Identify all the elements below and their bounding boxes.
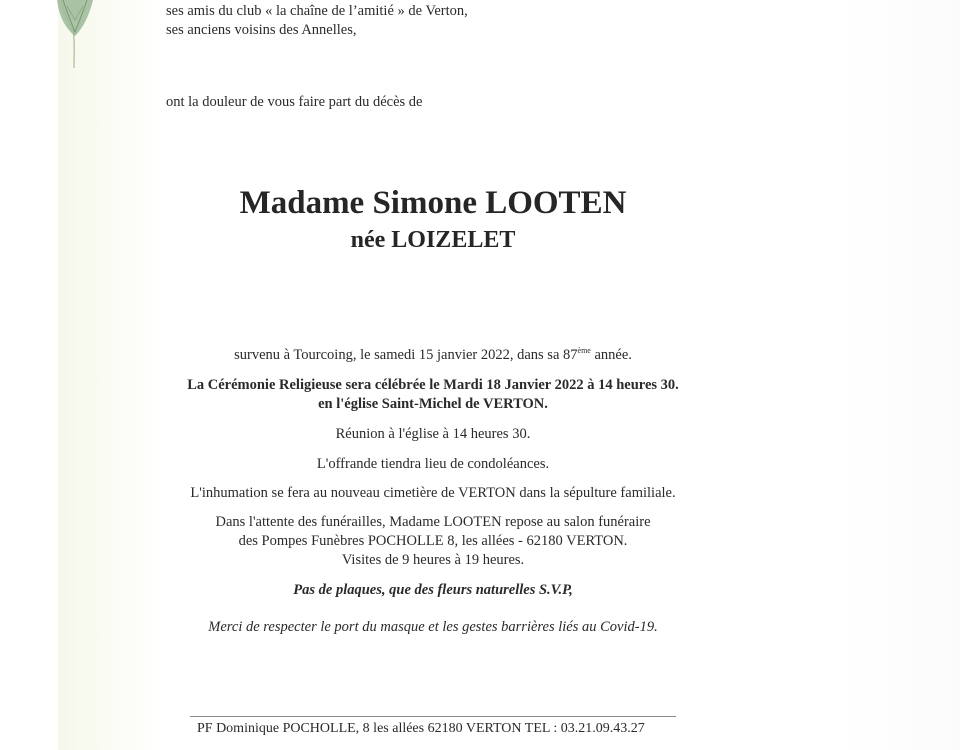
burial-notice: L'inhumation se fera au nouveau cimetière de VERTON dans la sépulture familiale.: [190, 485, 676, 501]
covid-note: Merci de respecter le port du masque et les gestes barrières liés au Covid-19.: [208, 619, 658, 635]
offering-notice: L'offrande tiendra lieu de condoléances.: [316, 456, 550, 472]
death-notice: [0, 346, 866, 364]
funeral-home-line-3: Visites de 9 heures à 19 heures.: [341, 552, 525, 568]
footer-contact: PF Dominique POCHOLLE, 8 les allées 62180 VERTON TEL : 03.21.09.43.27: [197, 721, 645, 736]
funeral-home-line-1: Dans l'attente des funérailles, Madame LOOTEN repose au salon funéraire: [215, 514, 651, 530]
ordinal-superscript: ème: [577, 346, 591, 356]
intro-line-friends: ses amis du club « la chaîne de l’amitié » de Verton,: [166, 3, 468, 19]
ceremony-line-date: La Cérémonie Religieuse sera célébrée le Mardi 18 Janvier 2022 à 14 heures 30.: [187, 377, 679, 393]
death-suffix: année.: [590, 347, 632, 363]
meeting-notice: Réunion à l'église à 14 heures 30.: [335, 426, 531, 442]
deceased-maiden-name: née LOIZELET: [350, 227, 516, 253]
ceremony-line-church: en l'église Saint-Michel de VERTON.: [318, 396, 548, 412]
footer-divider: [190, 716, 676, 717]
decorative-right-band: [840, 0, 960, 750]
flowers-note: Pas de plaques, que des fleurs naturelles S.V.P,: [293, 582, 573, 598]
death-text: survenu à Tourcoing, le samedi 15 janvier 2022, dans sa 87: [234, 347, 578, 363]
deceased-name: Madame Simone LOOTEN: [239, 185, 627, 221]
leaf-icon: [55, 0, 95, 72]
intro-line-announcement: ont la douleur de vous faire part du décès de: [166, 94, 423, 110]
decorative-left-band: [58, 0, 158, 750]
intro-line-neighbors: ses anciens voisins des Annelles,: [166, 22, 357, 38]
funeral-home-line-2: des Pompes Funèbres POCHOLLE 8, les allées - 62180 VERTON.: [238, 533, 628, 549]
